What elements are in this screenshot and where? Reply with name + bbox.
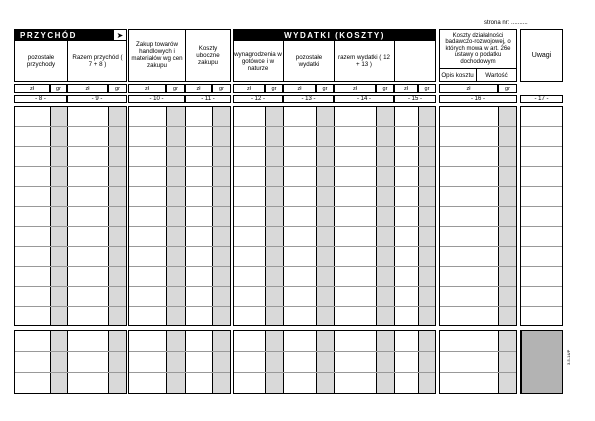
row-line bbox=[234, 246, 435, 247]
table-band-box bbox=[520, 106, 563, 326]
row-line bbox=[234, 186, 435, 187]
column-divider bbox=[394, 106, 395, 326]
row-line bbox=[521, 206, 562, 207]
column-divider bbox=[67, 330, 68, 394]
table-band-box bbox=[128, 330, 231, 394]
row-line bbox=[521, 226, 562, 227]
unit-zl: zł bbox=[128, 84, 166, 93]
column-divider bbox=[334, 330, 335, 394]
row-line bbox=[234, 266, 435, 267]
col11-header: Koszty uboczne zakupu bbox=[196, 44, 220, 66]
row-line bbox=[15, 126, 126, 127]
col-number-10: - 10 - bbox=[128, 95, 185, 103]
row-line bbox=[15, 146, 126, 147]
unit-gr: gr bbox=[316, 84, 334, 93]
row-line bbox=[15, 206, 126, 207]
column-divider bbox=[212, 330, 213, 394]
row-line bbox=[15, 306, 126, 307]
unit-gr: gr bbox=[376, 84, 394, 93]
row-line bbox=[15, 286, 126, 287]
column-divider bbox=[418, 106, 419, 326]
column-divider bbox=[265, 106, 266, 326]
column-divider bbox=[185, 106, 186, 326]
rnd-header: Koszty działalności badawczo-rozwojowej, o których mowa w art. 26e ustawy o podatku dochodowym bbox=[445, 32, 511, 65]
column-divider bbox=[376, 106, 377, 326]
column-divider bbox=[50, 106, 51, 326]
row-line bbox=[129, 146, 230, 147]
row-line bbox=[440, 206, 516, 207]
row-line bbox=[234, 286, 435, 287]
unit-zl: zł bbox=[185, 84, 212, 93]
col-number-15: - 15 - bbox=[394, 95, 436, 103]
table-band-box bbox=[128, 106, 231, 326]
totals-row-line bbox=[234, 372, 435, 373]
column-divider bbox=[212, 106, 213, 326]
column-divider bbox=[418, 330, 419, 394]
table-band-box bbox=[439, 106, 517, 326]
col-number-17: - 17 - bbox=[520, 95, 563, 103]
unit-gr: gr bbox=[418, 84, 436, 93]
col-number-16: - 16 - bbox=[439, 95, 517, 103]
row-line bbox=[521, 146, 562, 147]
unit-gr: gr bbox=[212, 84, 231, 93]
table-band-box bbox=[14, 106, 127, 326]
row-line bbox=[234, 146, 435, 147]
row-line bbox=[15, 166, 126, 167]
row-line bbox=[15, 226, 126, 227]
column-divider bbox=[316, 106, 317, 326]
unit-zl: zł bbox=[283, 84, 316, 93]
unit-zl: zł bbox=[394, 84, 418, 93]
col-number-14: - 14 - bbox=[334, 95, 394, 103]
column-divider bbox=[334, 106, 335, 326]
rnd-value-header: Wartość bbox=[485, 72, 508, 79]
row-line bbox=[440, 126, 516, 127]
column-divider bbox=[67, 106, 68, 326]
row-line bbox=[129, 166, 230, 167]
unit-zl: zł bbox=[67, 84, 108, 93]
unit-gr: gr bbox=[108, 84, 127, 93]
totals-row-line bbox=[440, 351, 516, 352]
income-title: PRZYCHÓD bbox=[20, 30, 77, 40]
row-line bbox=[234, 166, 435, 167]
row-line bbox=[440, 266, 516, 267]
table-band-box bbox=[439, 330, 517, 394]
divider bbox=[283, 41, 284, 82]
expenses-title-bar bbox=[233, 29, 436, 41]
row-line bbox=[15, 246, 126, 247]
col-number-12: - 12 - bbox=[233, 95, 283, 103]
col10-header: Zakup towarów handlowych i materiałów wg cen zakupu bbox=[131, 41, 183, 69]
row-line bbox=[129, 306, 230, 307]
income-title-bar bbox=[14, 29, 127, 41]
arrow-icon: ➤ bbox=[113, 29, 127, 41]
column-divider bbox=[108, 106, 109, 326]
rnd-desc-header: Opis kosztu bbox=[441, 72, 474, 79]
column-divider bbox=[283, 106, 284, 326]
row-line bbox=[521, 306, 562, 307]
column-divider bbox=[50, 330, 51, 394]
row-line bbox=[440, 226, 516, 227]
unit-gr: gr bbox=[166, 84, 185, 93]
column-divider bbox=[376, 330, 377, 394]
row-line bbox=[129, 186, 230, 187]
column-divider bbox=[283, 330, 284, 394]
col12-header: wynagrodzenia w gotówce i w naturze bbox=[234, 50, 282, 72]
row-line bbox=[15, 186, 126, 187]
col13-header: pozostałe wydatki bbox=[295, 54, 323, 68]
row-line bbox=[129, 286, 230, 287]
form-code: 3-5-14/P bbox=[566, 349, 571, 365]
row-line bbox=[440, 166, 516, 167]
totals-row-line bbox=[15, 351, 126, 352]
row-line bbox=[440, 286, 516, 287]
col8-header: pozostałe przychody bbox=[26, 54, 56, 68]
totals-remarks-gray-box bbox=[521, 330, 563, 394]
col9-header: Razem przychód ( 7 + 8 ) bbox=[72, 54, 123, 68]
row-line bbox=[234, 306, 435, 307]
row-line bbox=[234, 226, 435, 227]
row-line bbox=[129, 206, 230, 207]
col14-header: razem wydatki ( 12 + 13 ) bbox=[338, 54, 390, 68]
divider bbox=[185, 29, 186, 82]
totals-row-line bbox=[15, 372, 126, 373]
unit-zl: zł bbox=[14, 84, 50, 93]
row-line bbox=[440, 146, 516, 147]
remarks-header: Uwagi bbox=[531, 52, 552, 59]
col-number-11: - 11 - bbox=[185, 95, 231, 103]
unit-zl: zł bbox=[439, 84, 498, 93]
expenses-title: WYDATKI (KOSZTY) bbox=[284, 30, 385, 40]
table-band-box bbox=[14, 330, 127, 394]
column-divider bbox=[498, 330, 499, 394]
row-line bbox=[15, 266, 126, 267]
row-line bbox=[234, 206, 435, 207]
divider bbox=[334, 41, 335, 82]
row-line bbox=[521, 166, 562, 167]
row-line bbox=[521, 266, 562, 267]
column-divider bbox=[316, 330, 317, 394]
totals-row-line bbox=[129, 372, 230, 373]
totals-row-line bbox=[129, 351, 230, 352]
totals-row-line bbox=[440, 372, 516, 373]
totals-row-line bbox=[234, 351, 435, 352]
row-line bbox=[440, 246, 516, 247]
unit-zl: zł bbox=[334, 84, 376, 93]
column-divider bbox=[185, 330, 186, 394]
row-line bbox=[521, 126, 562, 127]
row-line bbox=[521, 246, 562, 247]
column-divider bbox=[498, 106, 499, 326]
row-line bbox=[129, 126, 230, 127]
row-line bbox=[521, 286, 562, 287]
col-number-9: - 9 - bbox=[67, 95, 127, 103]
row-line bbox=[521, 186, 562, 187]
column-divider bbox=[265, 330, 266, 394]
col-number-8: - 8 - bbox=[14, 95, 67, 103]
row-line bbox=[440, 306, 516, 307]
row-line bbox=[129, 266, 230, 267]
column-divider bbox=[108, 330, 109, 394]
column-divider bbox=[394, 330, 395, 394]
column-divider bbox=[166, 330, 167, 394]
row-line bbox=[129, 246, 230, 247]
divider bbox=[67, 41, 68, 82]
row-line bbox=[440, 186, 516, 187]
col-number-13: - 13 - bbox=[283, 95, 334, 103]
unit-gr: gr bbox=[498, 84, 517, 93]
row-line bbox=[234, 126, 435, 127]
unit-gr: gr bbox=[50, 84, 67, 93]
divider bbox=[394, 41, 395, 82]
page-number-label: strona nr: .......... bbox=[484, 20, 528, 26]
unit-zl: zł bbox=[233, 84, 265, 93]
column-divider bbox=[166, 106, 167, 326]
row-line bbox=[129, 226, 230, 227]
unit-gr: gr bbox=[265, 84, 283, 93]
